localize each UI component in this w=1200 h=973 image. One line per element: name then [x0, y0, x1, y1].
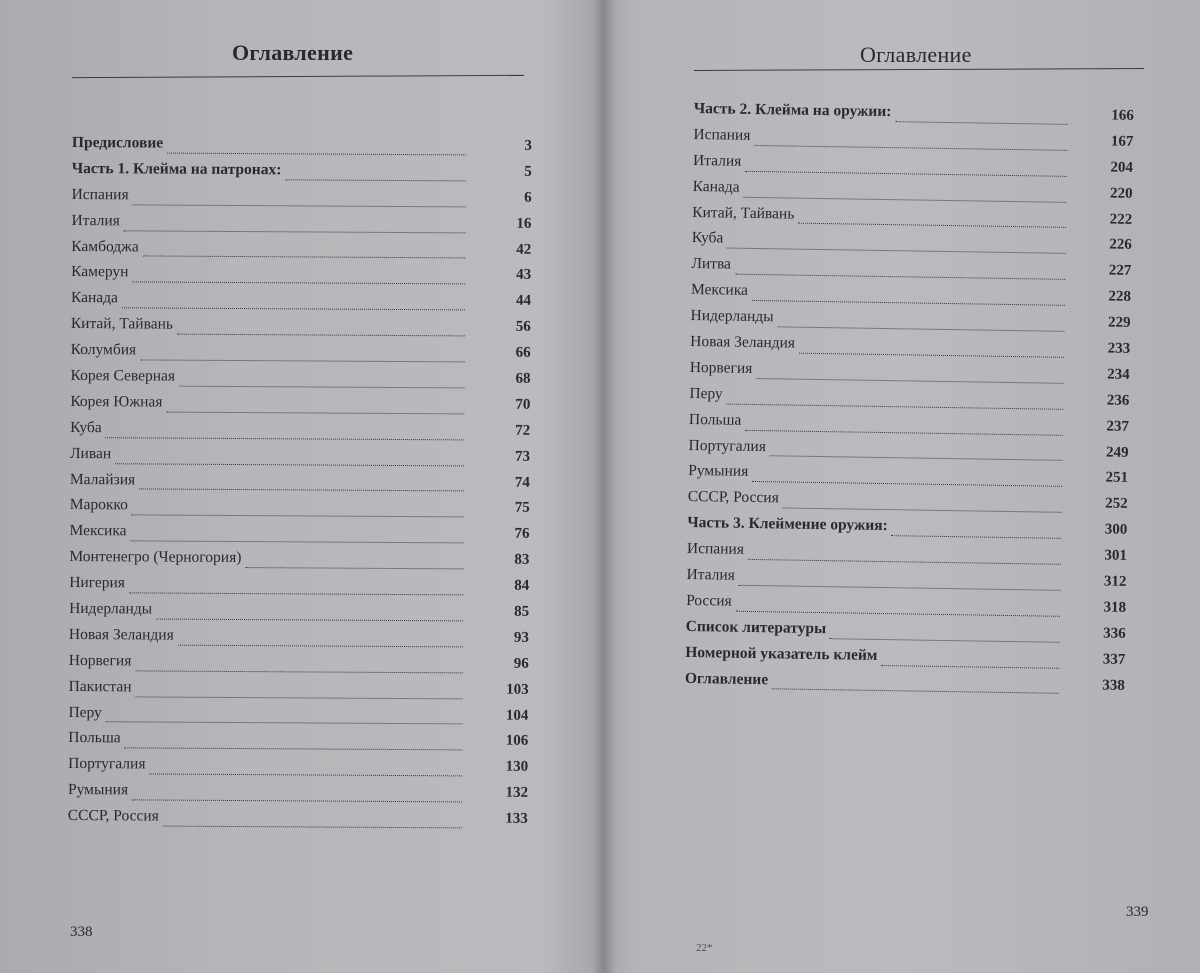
dot-leader — [132, 800, 462, 803]
toc-entry — [70, 367, 530, 396]
toc-entry-label: Новая Зеландия — [690, 332, 796, 352]
toc-entry-page-number: 73 — [514, 448, 531, 465]
toc-entry — [69, 678, 529, 707]
dot-leader — [135, 696, 462, 699]
toc-entry — [685, 670, 1125, 703]
toc-entry-label: Мексика — [690, 281, 749, 300]
toc-entry — [70, 496, 530, 525]
toc-entry — [70, 419, 530, 448]
toc-entry-page-number: 229 — [1107, 314, 1131, 332]
toc-entry-page-number: 74 — [514, 474, 530, 491]
toc-entry-page-number: 167 — [1110, 133, 1134, 150]
dot-leader — [130, 541, 463, 544]
dot-leader — [139, 489, 464, 492]
toc-list — [68, 134, 532, 836]
dot-leader — [743, 196, 1066, 202]
dot-leader — [140, 359, 464, 362]
toc-entry — [68, 807, 528, 836]
toc-entry-page-number: 337 — [1102, 651, 1126, 668]
toc-entry-label: Нидерланды — [690, 307, 774, 326]
toc-entry-label: Испания — [693, 125, 751, 144]
toc-entry-page-number: 104 — [505, 707, 529, 724]
toc-entry-label: Румыния — [67, 781, 129, 799]
toc-entry-page-number: 72 — [515, 422, 531, 439]
toc-entry — [69, 626, 529, 655]
toc-entry-page-number: 68 — [515, 370, 531, 387]
toc-entry-page-number: 66 — [515, 344, 531, 361]
dot-leader — [178, 644, 463, 647]
toc-entry-page-number: 56 — [515, 318, 531, 336]
dot-leader — [125, 748, 463, 751]
toc-entry-page-number: 226 — [1109, 236, 1132, 254]
dot-leader — [881, 665, 1059, 669]
toc-entry-page-number: 133 — [505, 810, 528, 827]
toc-entry-label: Номерной указатель клейм — [685, 643, 878, 664]
toc-entry — [72, 160, 532, 189]
toc-entry-page-number: 166 — [1111, 107, 1134, 124]
toc-entry-label: Мексика — [69, 522, 127, 540]
toc-entry-label: Перу — [68, 703, 102, 721]
toc-entry-page-number: 336 — [1103, 625, 1126, 642]
toc-entry — [69, 600, 529, 629]
toc-entry-page-number: 234 — [1107, 366, 1130, 383]
toc-entry-label: Польша — [688, 410, 742, 429]
toc-entry-label: СССР, Россия — [67, 807, 159, 825]
toc-entry-page-number: 236 — [1106, 392, 1130, 409]
toc-entry — [71, 212, 531, 241]
toc-entry-page-number: 300 — [1104, 521, 1128, 539]
toc-entry-page-number: 222 — [1109, 211, 1133, 228]
dot-leader — [799, 353, 1064, 358]
toc-entry-label: Испания — [686, 540, 745, 558]
toc-entry-page-number: 301 — [1104, 547, 1128, 564]
toc-entry-label: Корея Южная — [70, 392, 163, 411]
dot-leader — [143, 256, 466, 259]
toc-entry-label: Италия — [686, 565, 736, 584]
toc-entry — [71, 315, 531, 344]
page-title: Оглавление — [860, 42, 972, 67]
toc-entry-label: Монтенегро (Черногория) — [69, 548, 242, 567]
toc-entry-page-number: 16 — [516, 215, 532, 232]
toc-entry-label: Часть 3. Клеймение оружия: — [687, 514, 888, 535]
dot-leader — [752, 481, 1062, 487]
toc-entry-page-number: 220 — [1109, 185, 1133, 202]
toc-entry-label: Куба — [70, 418, 102, 436]
dot-leader — [735, 274, 1065, 280]
dot-leader — [783, 508, 1062, 513]
toc-entry-label: Ливан — [69, 444, 112, 462]
page-number: 338 — [70, 924, 93, 940]
dot-leader — [179, 386, 464, 389]
toc-entry-label: Предисловие — [71, 134, 164, 152]
toc-entry-page-number: 93 — [513, 629, 529, 646]
toc-entry-label: Куба — [691, 229, 724, 247]
dot-leader — [166, 411, 464, 414]
dot-leader — [167, 152, 466, 155]
toc-entry-page-number: 252 — [1105, 495, 1128, 513]
toc-entry — [69, 548, 529, 577]
dot-leader — [124, 230, 466, 233]
heading-rule — [72, 75, 524, 78]
dot-leader — [163, 826, 462, 829]
toc-entry-page-number: 6 — [524, 189, 532, 206]
dot-leader — [830, 638, 1060, 643]
toc-entry — [70, 445, 530, 474]
toc-entry-label: Марокко — [69, 496, 128, 514]
dot-leader — [895, 121, 1067, 125]
toc-entry-page-number: 251 — [1105, 469, 1129, 487]
toc-entry-page-number: 76 — [514, 526, 530, 543]
toc-entry — [68, 729, 528, 758]
toc-entry-page-number: 237 — [1106, 418, 1130, 435]
toc-entry — [72, 186, 532, 215]
toc-entry-page-number: 130 — [505, 759, 529, 776]
toc-entry-page-number: 103 — [506, 681, 529, 698]
dot-leader — [754, 145, 1067, 151]
dot-leader — [798, 223, 1066, 228]
toc-entry-label: Перу — [689, 384, 723, 403]
toc-entry-page-number: 233 — [1107, 340, 1131, 357]
toc-entry-label: Россия — [686, 591, 732, 610]
toc-entry-page-number: 70 — [515, 396, 531, 413]
toc-entry — [71, 263, 531, 292]
toc-entry-label: Португалия — [688, 436, 767, 455]
dot-leader — [129, 592, 463, 595]
toc-entry-page-number: 106 — [505, 733, 529, 750]
dot-leader — [149, 774, 462, 777]
toc-entry — [71, 289, 531, 318]
toc-entry-label: Колумбия — [70, 341, 137, 359]
dot-leader — [133, 204, 466, 207]
dot-leader — [739, 585, 1061, 591]
toc-entry — [71, 238, 531, 267]
dot-leader — [745, 170, 1067, 176]
toc-entry-label: Часть 2. Клейма на оружии: — [693, 100, 892, 121]
dot-leader — [132, 282, 465, 285]
dot-leader — [177, 334, 465, 337]
toc-entry-label: Оглавление — [684, 669, 769, 688]
toc-entry — [70, 393, 530, 422]
toc-entry-label: Норвегия — [689, 358, 753, 377]
toc-entry — [68, 704, 528, 733]
toc-entry — [69, 652, 529, 681]
toc-entry-label: Список литературы — [685, 617, 827, 637]
right-page — [610, 0, 1200, 973]
dot-leader — [135, 670, 462, 673]
toc-entry-page-number: 228 — [1108, 288, 1132, 306]
toc-entry — [72, 134, 532, 163]
dot-leader — [245, 567, 463, 569]
toc-entry-label: СССР, Россия — [687, 488, 779, 507]
toc-entry-label: Нигерия — [69, 574, 126, 592]
toc-entry — [70, 471, 530, 500]
toc-entry-page-number: 312 — [1103, 573, 1127, 590]
dot-leader — [745, 429, 1063, 435]
dot-leader — [772, 689, 1059, 695]
dot-leader — [736, 611, 1060, 617]
dot-leader — [115, 463, 464, 466]
toc-entry-page-number: 3 — [524, 137, 532, 154]
toc-entry — [71, 341, 531, 370]
toc-entry — [68, 781, 528, 810]
heading-rule — [694, 68, 1144, 71]
toc-list — [685, 100, 1134, 702]
toc-entry-label: Литва — [691, 255, 732, 273]
dot-leader — [892, 535, 1062, 539]
toc-entry-page-number: 318 — [1103, 599, 1127, 616]
toc-entry-label: Часть 1. Клейма на патронах: — [71, 159, 282, 179]
toc-entry-label: Нидерланды — [69, 600, 153, 618]
toc-entry-page-number: 204 — [1110, 159, 1134, 176]
toc-entry-label: Италия — [71, 211, 120, 229]
toc-entry-label: Канада — [70, 289, 119, 307]
toc-entry-page-number: 249 — [1105, 444, 1129, 461]
toc-entry-label: Китай, Тайвань — [70, 315, 174, 333]
toc-entry-label: Португалия — [68, 755, 146, 773]
dot-leader — [106, 437, 465, 440]
dot-leader — [756, 378, 1063, 384]
toc-entry-page-number: 132 — [505, 784, 529, 802]
toc-entry-page-number: 44 — [515, 293, 532, 310]
dot-leader — [727, 403, 1064, 409]
toc-entry-label: Канада — [692, 177, 740, 196]
dot-leader — [285, 179, 465, 181]
dot-leader — [106, 722, 463, 725]
toc-entry — [68, 755, 528, 784]
toc-entry-page-number: 5 — [524, 163, 532, 180]
toc-entry-page-number: 96 — [513, 655, 529, 672]
toc-entry-page-number: 338 — [1102, 677, 1125, 694]
page-number: 339 — [1126, 904, 1149, 920]
toc-entry-page-number: 42 — [516, 241, 532, 258]
dot-leader — [156, 618, 463, 621]
page-title: Оглавление — [232, 40, 354, 65]
dot-leader — [748, 559, 1061, 565]
toc-entry-page-number: 227 — [1108, 262, 1132, 280]
toc-entry-label: Румыния — [688, 462, 749, 481]
toc-entry — [69, 522, 529, 551]
toc-entry-label: Польша — [68, 729, 121, 747]
toc-entry-label: Италия — [692, 151, 742, 170]
toc-entry-page-number: 43 — [516, 267, 532, 284]
toc-entry-label: Малайзия — [69, 470, 136, 488]
toc-entry-label: Камбоджа — [71, 237, 139, 255]
toc-entry-label: Испания — [71, 185, 129, 204]
dot-leader — [777, 326, 1064, 332]
toc-entry-page-number: 83 — [514, 551, 530, 569]
toc-entry-page-number: 85 — [514, 603, 530, 620]
dot-leader — [122, 308, 465, 311]
toc-entry-label: Пакистан — [68, 677, 132, 696]
toc-entry-label: Корея Северная — [70, 367, 176, 385]
toc-entry-page-number: 84 — [514, 577, 530, 594]
toc-entry-label: Китай, Тайвань — [692, 203, 795, 223]
signature-mark: 22* — [696, 942, 713, 954]
dot-leader — [752, 300, 1065, 306]
toc-entry-label: Камерун — [71, 263, 129, 281]
dot-leader — [727, 248, 1065, 254]
toc-entry — [69, 574, 529, 603]
toc-entry-page-number: 75 — [514, 500, 530, 517]
toc-entry-label: Норвегия — [68, 651, 132, 670]
dot-leader — [770, 456, 1063, 462]
toc-entry-label: Новая Зеландия — [68, 625, 174, 644]
dot-leader — [132, 515, 464, 518]
